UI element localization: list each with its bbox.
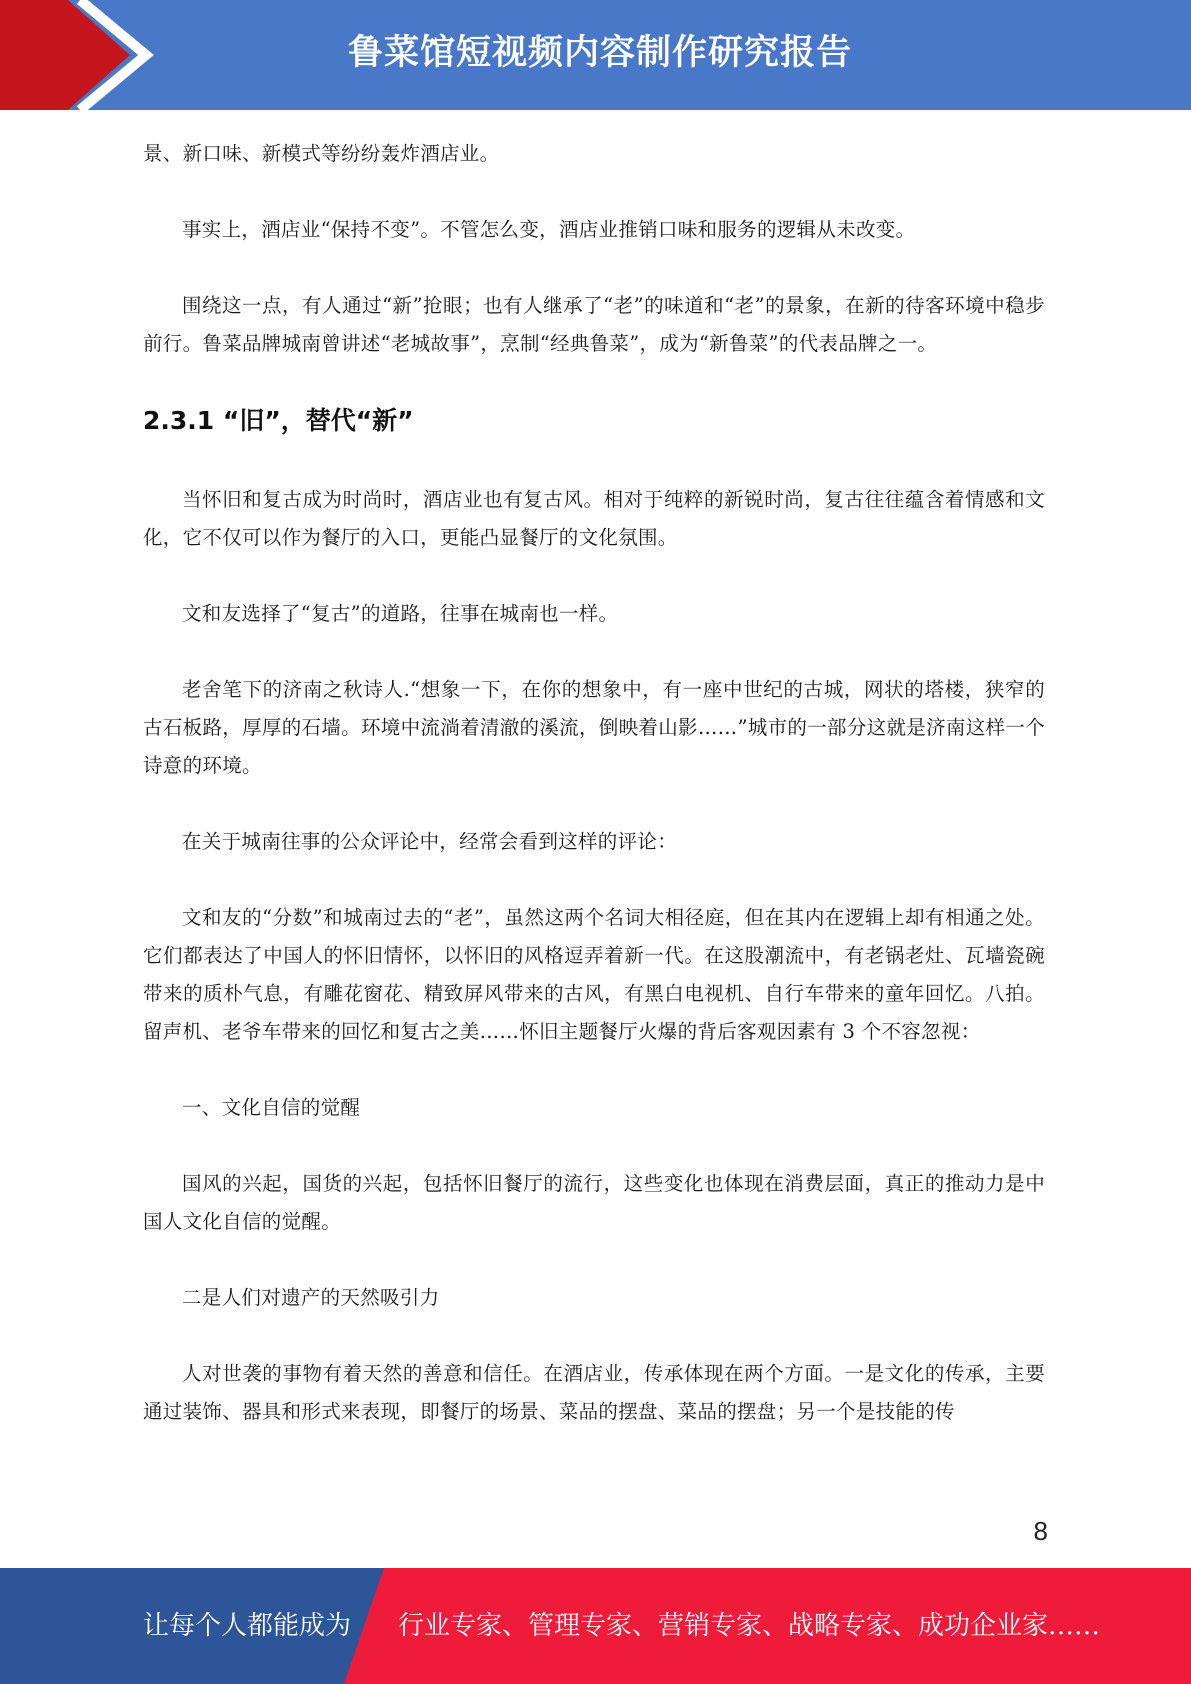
page-footer bbox=[0, 1568, 1191, 1684]
footer-slogan-left: 让每个人都能成为 bbox=[143, 1611, 352, 1641]
page-content bbox=[143, 135, 1045, 1469]
paragraph: 当怀旧和复古成为时尚时，酒店业也有复古风。相对于纯粹的新锐时尚，复古往往蕴含着情感和文化，它不仅可以作为餐厅的入口，更能凸显餐厅的文化氛围。 bbox=[143, 488, 1045, 549]
header-chevron-decoration bbox=[0, 0, 160, 110]
paragraph: 老舍笔下的济南之秋诗人.“想象一下，在你的想象中，有一座中世纪的古城，网状的塔楼，狭窄的古石板路，厚厚的石墙。环境中流淌着清澈的溪流，倒映着山影……”城市的一部分这就是济南这样一个诗意的环境。 bbox=[143, 678, 1045, 777]
paragraph: 围绕这一点，有人通过“新”抢眼；也有人继承了“老”的味道和“老”的景象，在新的待客环境中稳步前行。鲁菜品牌城南曾讲述“老城故事”，烹制“经典鲁菜”，成为“新鲁菜”的代表品牌之一。 bbox=[143, 294, 1045, 355]
page-header bbox=[0, 0, 1191, 110]
paragraph: 在关于城南往事的公众评论中，经常会看到这样的评论： bbox=[182, 830, 678, 853]
section-heading: 2.3.1 “旧”，替代“新” bbox=[143, 406, 414, 435]
list-point-heading: 二是人们对遗产的天然吸引力 bbox=[182, 1286, 440, 1309]
page-number: 8 bbox=[1033, 1516, 1048, 1546]
footer-slogan-right: 行业专家、管理专家、营销专家、战略专家、成功企业家…… bbox=[398, 1611, 1101, 1641]
paragraph: 文和友的“分数”和城南过去的“老”，虽然这两个名词大相径庭，但在其内在逻辑上却有相通之处。它们都表达了中国人的怀旧情怀，以怀旧的风格逗弄着新一代。在这股潮流中，有老锅老灶、瓦墙瓷碗带来的质朴气息，有雕花窗花、精致屏风带来的古风，有黑白电视机、自行车带来的童年回忆。八拍。留声机、老爷车带来的回忆和复古之美……怀旧主题餐厅火爆的背后客观因素有 3 个不容忽视： bbox=[143, 906, 1045, 1043]
paragraph: 人对世袭的事物有着天然的善意和信任。在酒店业，传承体现在两个方面。一是文化的传承，主要通过装饰、器具和形式来表现，即餐厅的场景、菜品的摆盘、菜品的摆盘；另一个是技能的传 bbox=[143, 1362, 1045, 1423]
chevron-red-shape bbox=[0, 0, 130, 110]
paragraph: 文和友选择了“复古”的道路，往事在城南也一样。 bbox=[182, 602, 619, 625]
paragraph: 国风的兴起，国货的兴起，包括怀旧餐厅的流行，这些变化也体现在消费层面，真正的推动力是中国人文化自信的觉醒。 bbox=[143, 1172, 1045, 1233]
paragraph: 事实上，酒店业“保持不变”。不管怎么变，酒店业推销口味和服务的逻辑从未改变。 bbox=[182, 218, 916, 241]
report-title: 鲁菜馆短视频内容制作研究报告 bbox=[347, 33, 852, 73]
paragraph-continuation: 景、新口味、新模式等纷纷轰炸酒店业。 bbox=[143, 142, 500, 165]
list-point-heading: 一、文化自信的觉醒 bbox=[182, 1096, 361, 1119]
